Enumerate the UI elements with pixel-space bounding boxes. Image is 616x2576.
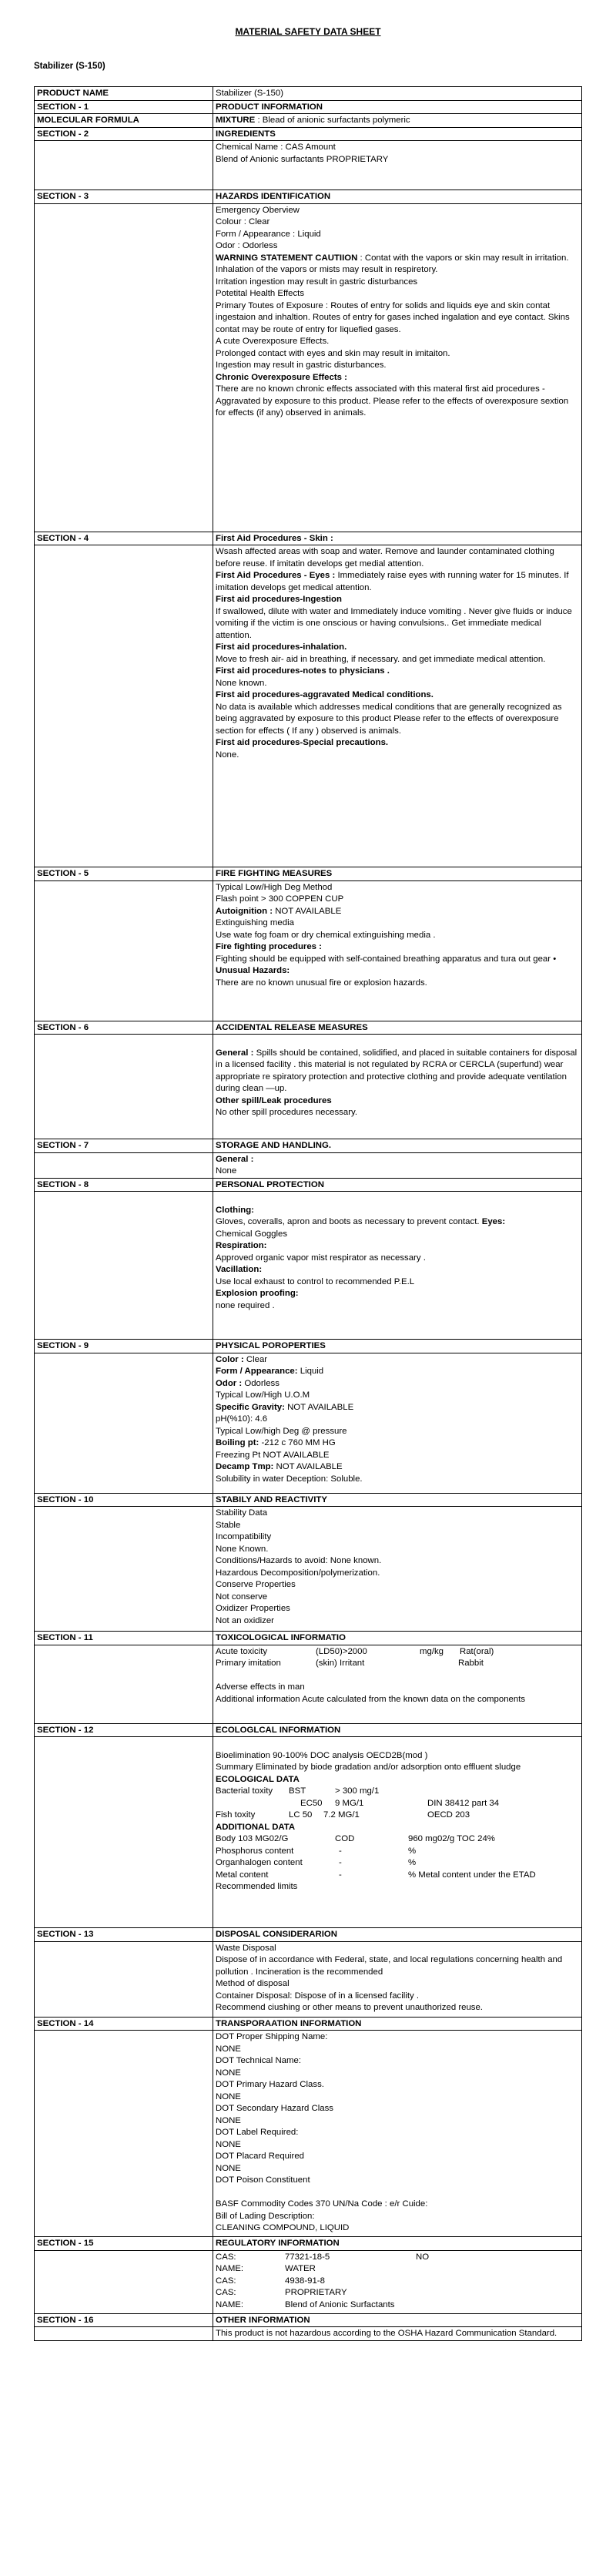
cell: (skin) Irritant xyxy=(316,1659,365,1668)
row-section-15-body xyxy=(35,2250,582,2313)
label-section-6: SECTION - 6 xyxy=(35,1021,213,1035)
text-line xyxy=(216,2252,579,2264)
cell: OECD 203 xyxy=(427,1810,470,1820)
blank-cell xyxy=(35,2031,213,2237)
heading-section-2: INGREDIENTS xyxy=(213,127,582,141)
blank-cell xyxy=(35,1192,213,1340)
text-line: None known. xyxy=(216,678,267,688)
document-title: MATERIAL SAFETY DATA SHEET xyxy=(235,26,381,37)
row-section-8 xyxy=(35,1178,582,1192)
text-line: NONE xyxy=(216,2115,241,2125)
cell: > 300 mg/1 xyxy=(335,1786,380,1796)
blank-cell xyxy=(35,141,213,190)
text-line xyxy=(216,1354,579,1367)
text-line: First aid procedures-Ingestion xyxy=(216,595,342,604)
row-section-2-body xyxy=(35,141,582,190)
text-line: Extinguishing media xyxy=(216,918,294,927)
row-section-13 xyxy=(35,1928,582,1942)
text-line: A cute Overexposure Effects. xyxy=(216,337,330,346)
label-section-5: SECTION - 5 xyxy=(35,867,213,881)
heading-section-8: PERSONAL PROTECTION xyxy=(213,1178,582,1192)
text-line: DOT Secondary Hazard Class xyxy=(216,2104,333,2113)
row-section-7 xyxy=(35,1139,582,1153)
text-line: Flash point > 300 COPPEN CUP xyxy=(216,894,344,904)
subheading: First Aid Procedures - Eyes : xyxy=(216,571,336,580)
text-line: First aid procedures-notes to physicians . xyxy=(216,666,390,676)
text-line: Primary Toutes of Exposure : Routes of entry for solids and liquids eye and skin contat ingestaion and inhaltion. Routes of entry for gases inched ingalation and eye contact. Skins contat may be route of entry for liquefied gases. xyxy=(216,300,570,334)
text-line: Conditions/Hazards to avoid: None known. xyxy=(216,1556,382,1565)
text-line xyxy=(216,1810,579,1822)
cell: mg/kg xyxy=(420,1646,444,1656)
cell: DIN 38412 part 34 xyxy=(427,1798,500,1808)
text-line: Chronic Overexposure Effects : xyxy=(216,372,347,382)
cell: 9 MG/1 xyxy=(335,1798,364,1808)
blank-cell xyxy=(35,1507,213,1632)
cell: CAS: xyxy=(216,2288,236,2297)
row-section-12-body xyxy=(35,1737,582,1928)
row-section-7-body xyxy=(35,1152,582,1178)
text-line: NONE xyxy=(216,2163,241,2173)
heading-section-7: STORAGE AND HANDLING. xyxy=(213,1139,582,1153)
formula-key: MIXTURE xyxy=(216,116,256,125)
cell: - xyxy=(339,1870,342,1880)
spacer xyxy=(216,1670,579,1682)
cell: 960 mg02/g TOC 24% xyxy=(408,1834,495,1843)
row-section-13-body xyxy=(35,1941,582,2017)
heading-section-16: OTHER INFORMATION xyxy=(213,2313,582,2327)
body-section-3 xyxy=(213,203,582,532)
text-line: none required . xyxy=(216,1300,275,1310)
text-line: Typical Low/High Deg Method xyxy=(216,882,333,892)
blank-cell xyxy=(35,1035,213,1139)
cell: CAS: xyxy=(216,2276,236,2286)
row-section-11 xyxy=(35,1632,582,1645)
cell: PROPRIETARY xyxy=(285,2288,347,2297)
text-line: Freezing Pt NOT AVAILABLE xyxy=(216,1450,330,1460)
text-line: No other spill procedures necessary. xyxy=(216,1108,358,1117)
cell: Bacterial toxity xyxy=(216,1786,273,1796)
body-section-2 xyxy=(213,141,582,190)
cell: CAS: xyxy=(216,2252,236,2262)
subheading: Odor : xyxy=(216,1378,243,1388)
cell: LC 50 xyxy=(289,1810,313,1820)
text-line: Waste Disposal xyxy=(216,1943,276,1953)
cell: % xyxy=(408,1846,417,1856)
label-section-13: SECTION - 13 xyxy=(35,1928,213,1942)
cell: Rabbit xyxy=(458,1659,484,1668)
text-line: NONE xyxy=(216,2068,241,2078)
text-line: Typical Low/high Deg @ pressure xyxy=(216,1426,347,1436)
warning-text: : Contat with the vapors or skin may result in irritation. Inhalation of the vapors or mists may result in respiretory. xyxy=(216,253,569,274)
label-section-8: SECTION - 8 xyxy=(35,1178,213,1192)
text-line: Ingestion may result in gastric disturbances. xyxy=(216,361,387,370)
subheading: Eyes: xyxy=(481,1217,506,1226)
text-line: DOT Proper Shipping Name: xyxy=(216,2032,328,2041)
text-line: ADDITIONAL DATA xyxy=(216,1822,296,1832)
cell: Organhalogen content xyxy=(216,1858,303,1867)
text-line xyxy=(216,570,579,594)
text-line: Emergency Oberview xyxy=(216,205,300,215)
row-section-2-heading xyxy=(35,127,582,141)
text-line: NONE xyxy=(216,2044,241,2054)
blank-cell xyxy=(35,1737,213,1928)
cell: (LD50)>2000 xyxy=(316,1646,367,1656)
label-section-9: SECTION - 9 xyxy=(35,1340,213,1353)
body-section-16 xyxy=(213,2327,582,2341)
heading-section-3: HAZARDS IDENTIFICATION xyxy=(213,190,582,204)
text-line xyxy=(216,1216,579,1229)
heading-section-13: DISPOSAL CONSIDERARION xyxy=(213,1928,582,1942)
subheading: Decamp Tmp: xyxy=(216,1462,274,1471)
text-line xyxy=(216,906,579,918)
text-line: Move to fresh air- aid in breathing, if necessary. and get immediate medical attention. xyxy=(216,654,546,664)
text-line: Use local exhaust to control to recommended P.E.L xyxy=(216,1276,415,1286)
row-section-14-body xyxy=(35,2031,582,2237)
cell: 77321-18-5 xyxy=(285,2252,330,2262)
subheading: Autoignition : xyxy=(216,906,273,916)
cell: NAME: xyxy=(216,2264,244,2273)
heading-section-15: REGULATORY INFORMATION xyxy=(213,2237,582,2251)
body-section-4 xyxy=(213,545,582,867)
text-line: Form / Appearance : Liquid xyxy=(216,229,321,239)
text: Clear xyxy=(246,1354,268,1364)
cell: NO xyxy=(416,2252,430,2262)
text: Odorless xyxy=(244,1378,280,1388)
row-section-3-body xyxy=(35,203,582,532)
text: -212 c 760 MM HG xyxy=(261,1438,336,1447)
cell: Body 103 MG02/G xyxy=(216,1834,289,1843)
row-section-14 xyxy=(35,2017,582,2031)
cell: 4938-91-8 xyxy=(285,2276,325,2286)
body-section-10 xyxy=(213,1507,582,1632)
label-section-1: SECTION - 1 xyxy=(35,100,213,114)
blank-cell xyxy=(35,1645,213,1723)
text-line: If swallowed, dilute with water and Immediately induce vomiting . Never give fluids or induce vomiting if the victim is one onscious or having convulsions.. Get immediate medical attention. xyxy=(216,606,572,640)
text-line xyxy=(216,1857,579,1870)
cell: - xyxy=(339,1846,342,1856)
text-line: There are no known unusual fire or explosion hazards. xyxy=(216,978,427,988)
label-section-10: SECTION - 10 xyxy=(35,1493,213,1507)
formula-value: : Blead of anionic surfactants polymeric xyxy=(257,116,410,125)
text-line xyxy=(216,1461,579,1474)
text-line: DOT Placard Required xyxy=(216,2152,305,2161)
text-line: Stability Data xyxy=(216,1508,268,1518)
text-line xyxy=(216,1786,579,1798)
msds-table xyxy=(34,86,582,2341)
text-line: Approved organic vapor mist respirator as necessary . xyxy=(216,1253,426,1263)
row-section-10 xyxy=(35,1493,582,1507)
cell: NAME: xyxy=(216,2299,244,2309)
body-section-13 xyxy=(213,1941,582,2017)
text: NOT AVAILABLE xyxy=(276,1462,343,1471)
heading-section-5: FIRE FIGHTING MEASURES xyxy=(213,867,582,881)
row-section-16 xyxy=(35,2313,582,2327)
blank-cell xyxy=(35,1353,213,1493)
subheading: Boiling pt: xyxy=(216,1438,259,1447)
heading-section-12: ECOLOGLCAL INFORMATION xyxy=(213,1723,582,1737)
text-line: General : xyxy=(216,1154,254,1164)
text-line: Typical Low/High U.O.M xyxy=(216,1390,310,1400)
text-line xyxy=(216,1646,579,1659)
row-section-6-body xyxy=(35,1035,582,1139)
cell: 7.2 MG/1 xyxy=(323,1810,360,1820)
text: NOT AVAILABLE xyxy=(275,906,342,916)
text: Gloves, coveralls, apron and boots as necessary to prevent contact. xyxy=(216,1217,480,1226)
label-product-name: PRODUCT NAME xyxy=(35,87,213,101)
text-line: DOT Label Required: xyxy=(216,2128,299,2137)
body-section-5 xyxy=(213,880,582,1021)
row-section-15 xyxy=(35,2237,582,2251)
cell: - xyxy=(339,1858,342,1867)
text-line xyxy=(216,1437,579,1450)
text-line: pH(%10): 4.6 xyxy=(216,1414,268,1424)
row-product-name xyxy=(35,87,582,101)
row-section-12 xyxy=(35,1723,582,1737)
label-section-16: SECTION - 16 xyxy=(35,2313,213,2327)
text-line xyxy=(216,1833,579,1846)
text-line xyxy=(216,1366,579,1378)
row-section-10-body xyxy=(35,1507,582,1632)
text-line: BASF Commodity Codes 370 UN/Na Code : e/r Cuide: xyxy=(216,2199,428,2209)
row-section-4 xyxy=(35,532,582,545)
row-section-8-body xyxy=(35,1192,582,1340)
text-line: NONE xyxy=(216,2139,241,2149)
row-section-6 xyxy=(35,1021,582,1035)
spacer xyxy=(216,1035,579,1048)
text-line: This product is not hazardous according to the OSHA Hazard Communication Standard. xyxy=(216,2329,557,2338)
spacer xyxy=(216,2187,579,2199)
value-product-name: Stabilizer (S-150) xyxy=(213,87,582,101)
text-line: There are no known chronic effects associated with this materal first aid procedures - Aggravated by exposure to this product. Please refer to the effects of overexposure sextion for effects (if any) observed in animals. xyxy=(216,384,569,418)
text-line xyxy=(216,1658,579,1670)
text-line: Fighting should be equipped with self-contained breathing apparatus and tura out gear • xyxy=(216,954,557,964)
heading-section-1: PRODUCT INFORMATION xyxy=(213,100,582,114)
text-line: Stable xyxy=(216,1520,241,1530)
label-section-4: SECTION - 4 xyxy=(35,532,213,545)
label-section-7: SECTION - 7 xyxy=(35,1139,213,1153)
text-line xyxy=(216,1846,579,1858)
blank-cell xyxy=(35,880,213,1021)
cell: WATER xyxy=(285,2264,316,2273)
text-line xyxy=(216,1402,579,1414)
cell: Primary imitation xyxy=(216,1659,281,1668)
text-line: DOT Primary Hazard Class. xyxy=(216,2080,324,2089)
heading-section-10: STABILY AND REACTIVITY xyxy=(213,1493,582,1507)
text-line: No data is available which addresses medical conditions that are generally recognized as being aggravated by exposure to this product Please refer to the effects of overexposure section for effects ( If any ) observed is animals. xyxy=(216,702,562,736)
text-line: Method of disposal xyxy=(216,1979,290,1988)
text-line: Solubility in water Deception: Soluble. xyxy=(216,1474,363,1484)
body-section-7 xyxy=(213,1152,582,1178)
cell: Acute toxicity xyxy=(216,1646,268,1656)
text-line: Additional information Acute calculated from the known data on the components xyxy=(216,1694,526,1704)
blank-cell xyxy=(35,2327,213,2341)
text-line xyxy=(216,1048,579,1095)
blank-cell xyxy=(35,203,213,532)
row-section-5-body xyxy=(35,880,582,1021)
blank-cell xyxy=(35,1941,213,2017)
label-molecular-formula: MOLECULAR FORMULA xyxy=(35,114,213,128)
text-line: ECOLOGICAL DATA xyxy=(216,1774,300,1784)
text-line: Blend of Anionic surfactants PROPRIETARY xyxy=(216,154,389,164)
text: Spills should be contained, solidified, and placed in suitable containers for disposal in a licensed facility . this material is not regulated by RCRA or CERCLA (superfund) wear appropriate re spiratory protection and protective clothing and provide adequate ventilation during clean —up. xyxy=(216,1048,578,1093)
text-line: Respiration: xyxy=(216,1241,267,1250)
label-section-2: SECTION - 2 xyxy=(35,127,213,141)
body-section-6 xyxy=(213,1035,582,1139)
text-line: Colour : Clear xyxy=(216,217,270,226)
body-section-9 xyxy=(213,1353,582,1493)
row-section-5 xyxy=(35,867,582,881)
cell: Metal content xyxy=(216,1870,269,1880)
subheading: General : xyxy=(216,1048,254,1058)
text-line: Vacillation: xyxy=(216,1265,263,1274)
text-line: First aid procedures-inhalation. xyxy=(216,642,347,652)
text-line: Explosion proofing: xyxy=(216,1289,299,1298)
text-line: Summary Eliminated by biode gradation and/or adsorption onto effluent sludge xyxy=(216,1763,521,1772)
cell: % Metal content under the ETAD xyxy=(408,1870,536,1880)
cell: Blend of Anionic Surfactants xyxy=(285,2299,395,2309)
body-section-12 xyxy=(213,1737,582,1928)
blank-cell xyxy=(35,2250,213,2313)
cell: COD xyxy=(335,1834,355,1843)
row-section-16-body xyxy=(35,2327,582,2341)
cell: Phosphorus content xyxy=(216,1846,294,1856)
blank-cell xyxy=(35,545,213,867)
text-line xyxy=(216,1378,579,1390)
row-section-11-body xyxy=(35,1645,582,1723)
text-line: Bill of Lading Description: xyxy=(216,2211,315,2221)
label-section-3: SECTION - 3 xyxy=(35,190,213,204)
cell: % xyxy=(408,1858,417,1867)
text: Immediately raise eyes with running water for 15 minutes. If imitation develops get medical attention. xyxy=(216,571,569,592)
text-line: Clothing: xyxy=(216,1205,254,1215)
text-line: Recommend ciushing or other means to prevent unauthorized reuse. xyxy=(216,2003,483,2012)
text-line: Fire fighting procedures : xyxy=(216,942,322,951)
text-line: CLEANING COMPOUND, LIQUID xyxy=(216,2223,350,2232)
text-line xyxy=(216,2287,579,2299)
label-section-15: SECTION - 15 xyxy=(35,2237,213,2251)
body-section-15 xyxy=(213,2250,582,2313)
warning-statement: WARNING STATEMENT CAUTIION xyxy=(216,253,358,263)
text-line: DOT Poison Constituent xyxy=(216,2175,310,2185)
row-section-3-heading xyxy=(35,190,582,204)
text-line xyxy=(216,253,579,277)
text-line: Chemical Goggles xyxy=(216,1229,288,1239)
text-line: Incompatibility xyxy=(216,1532,272,1541)
subheading: Specific Gravity: xyxy=(216,1402,285,1412)
text-line: Dispose of in accordance with Federal, state, and local regulations concerning health and pollution . Incineration is the recommended xyxy=(216,1955,563,1977)
text: Liquid xyxy=(300,1367,324,1376)
row-section-4-body xyxy=(35,545,582,867)
text-line: Oxidizer Properties xyxy=(216,1604,290,1613)
text-line: None. xyxy=(216,750,239,760)
cell: EC50 xyxy=(300,1798,323,1808)
text-line: Adverse effects in man xyxy=(216,1682,305,1692)
text-line: Prolonged contact with eyes and skin may result in imitaiton. xyxy=(216,348,450,358)
text-line: Not an oxidizer xyxy=(216,1615,274,1625)
text-line: First aid procedures-Special precautions. xyxy=(216,738,389,747)
text-line xyxy=(216,1870,579,1882)
text-line: Conserve Properties xyxy=(216,1580,296,1589)
row-section-9 xyxy=(35,1340,582,1353)
label-section-11: SECTION - 11 xyxy=(35,1632,213,1645)
text-line: Potetital Health Effects xyxy=(216,289,305,298)
heading-section-11: TOXICOLOGICAL INFORMATIO xyxy=(213,1632,582,1645)
heading-section-6: ACCIDENTAL RELEASE MEASURES xyxy=(213,1021,582,1035)
text-line: Other spill/Leak procedures xyxy=(216,1095,332,1105)
body-section-14 xyxy=(213,2031,582,2237)
text-line: Container Disposal: Dispose of in a licensed facility . xyxy=(216,1991,420,2001)
body-section-11 xyxy=(213,1645,582,1723)
text-line: Hazardous Decomposition/polymerization. xyxy=(216,1568,380,1578)
text-line: Unusual Hazards: xyxy=(216,966,290,975)
row-molecular-formula xyxy=(35,114,582,128)
blank-cell xyxy=(35,1152,213,1178)
text-line: None xyxy=(216,1166,237,1176)
spacer xyxy=(216,1738,579,1750)
text-line xyxy=(216,1798,579,1810)
subheading: Form / Appearance: xyxy=(216,1367,298,1376)
text-line: First aid procedures-aggravated Medical conditions. xyxy=(216,690,434,699)
text-line: Chemical Name : CAS Amount xyxy=(216,143,336,152)
cell: Rat(oral) xyxy=(460,1646,494,1656)
heading-section-9: PHYSICAL POROPERTIES xyxy=(213,1340,582,1353)
cell: BST xyxy=(289,1786,306,1796)
text-line: Odor : Odorless xyxy=(216,241,278,250)
text-line: NONE xyxy=(216,2091,241,2101)
heading-section-4: First Aid Procedures - Skin : xyxy=(213,532,582,545)
label-section-14: SECTION - 14 xyxy=(35,2017,213,2031)
subheading: Color : xyxy=(216,1354,244,1364)
row-section-9-body xyxy=(35,1353,582,1493)
row-section-1 xyxy=(35,100,582,114)
spacer xyxy=(216,1192,579,1205)
text-line: Irritation ingestion may result in gastric disturbances xyxy=(216,277,418,287)
heading-section-14: TRANSPORAATION INFORMATION xyxy=(213,2017,582,2031)
text-line: Not conserve xyxy=(216,1592,268,1602)
text-line: Wsash affected areas with soap and water. Remove and launder contaminated clothing before reuse. If imitatin develops get medial attention. xyxy=(216,547,554,569)
text: NOT AVAILABLE xyxy=(287,1402,354,1412)
text-line xyxy=(216,2299,579,2312)
text-line: Use wate fog foam or dry chemical extinguishing media . xyxy=(216,930,436,940)
text-line: None Known. xyxy=(216,1544,269,1554)
text-line: DOT Technical Name: xyxy=(216,2056,301,2065)
document-subtitle: Stabilizer (S-150) xyxy=(34,62,105,71)
text-line: Recommended limits xyxy=(216,1882,298,1891)
body-section-8 xyxy=(213,1192,582,1340)
text-line xyxy=(216,2263,579,2276)
value-molecular-formula xyxy=(213,114,582,128)
text-line: Bioelimination 90-100% DOC analysis OECD2B(mod ) xyxy=(216,1750,428,1760)
text-line xyxy=(216,2276,579,2288)
cell: Fish toxity xyxy=(216,1810,256,1820)
label-section-12: SECTION - 12 xyxy=(35,1723,213,1737)
